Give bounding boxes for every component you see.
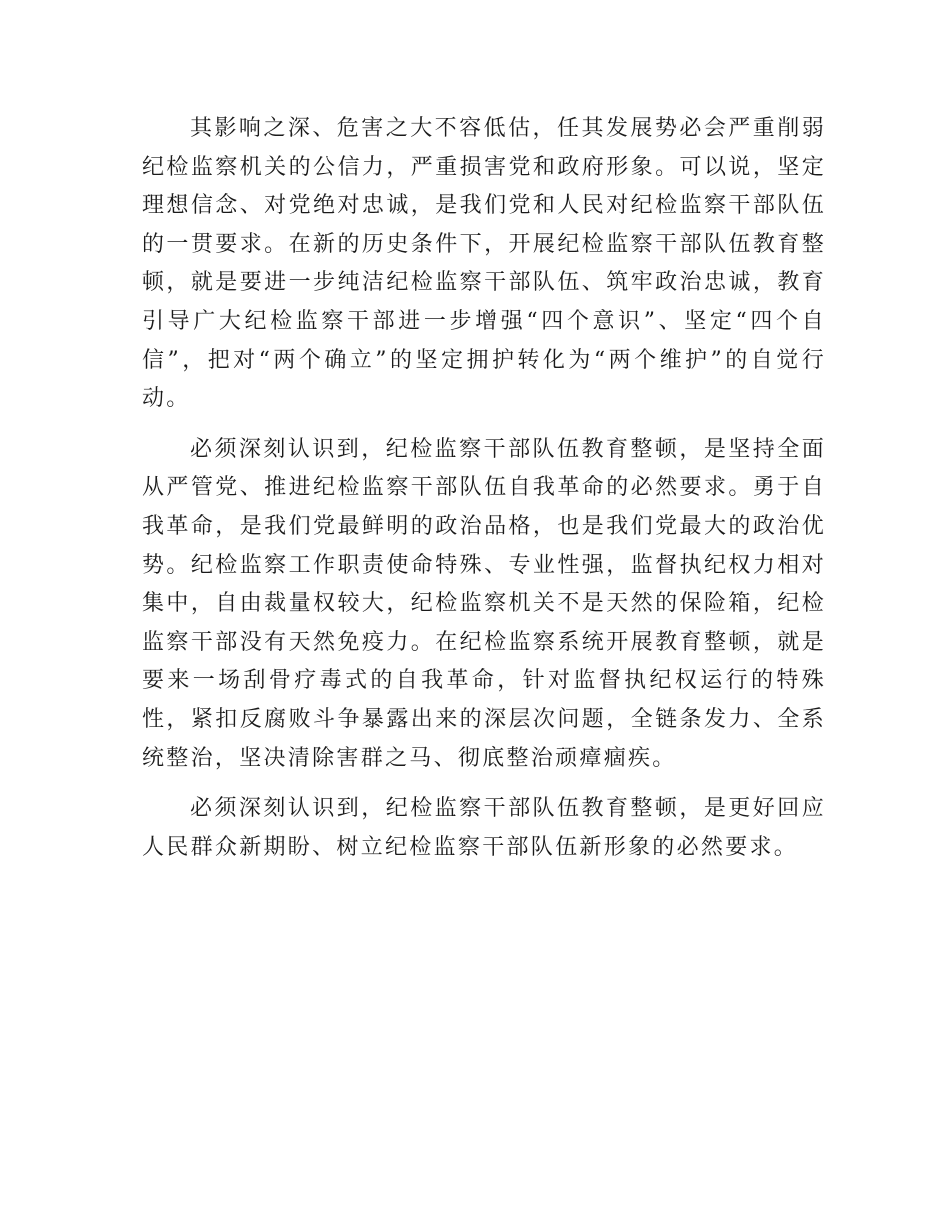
paragraph-2: 必须深刻认识到，纪检监察干部队伍教育整顿，是坚持全面从严管党、推进纪检监察干部队伍自我革命的必然要求。勇于自我革命，是我们党最鲜明的政治品格，也是我们党最大的政治优势。纪检监察工作职责使命特殊、专业性强，监督执纪权力相对集中，自由裁量权较大，纪检监察机关不是天然的保险箱，纪检监察干部没有天然免疫力。在纪检监察系统开展教育整顿，就是要来一场刮骨疗毒式的自我革命，针对监督执纪权运行的特殊性，紧扣反腐败斗争暴露出来的深层次问题，全链条发力、全系统整治，坚决清除害群之马、彻底整治顽瘴痼疾。 — [142, 436, 826, 771]
document-body — [142, 110, 826, 867]
paragraph-3: 必须深刻认识到，纪检监察干部队伍教育整顿，是更好回应人民群众新期盼、树立纪检监察干部队伍新形象的必然要求。 — [142, 796, 826, 860]
paragraph-1: 其影响之深、危害之大不容低估，任其发展势必会严重削弱纪检监察机关的公信力，严重损害党和政府形象。可以说，坚定理想信念、对党绝对忠诚，是我们党和人民对纪检监察干部队伍的一贯要求。在新的历史条件下，开展纪检监察干部队伍教育整顿，就是要进一步纯洁纪检监察干部队伍、筑牢政治忠诚，教育引导广大纪检监察干部进一步增强“四个意识”、坚定“四个自信”，把对“两个确立”的坚定拥护转化为“两个维护”的自觉行动。 — [142, 116, 826, 412]
